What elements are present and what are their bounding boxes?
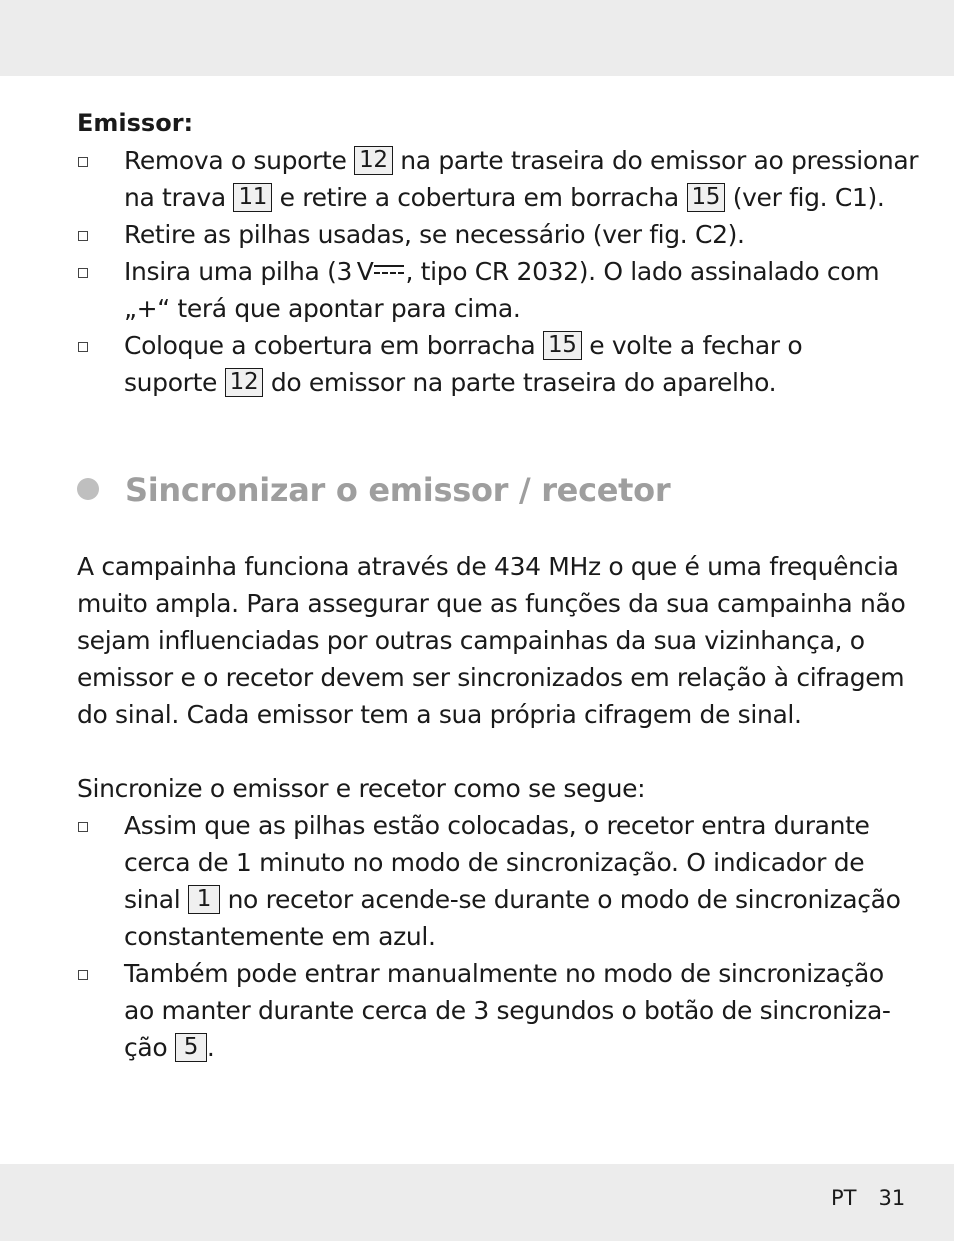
- list-item: Coloque a cobertura em borracha 15 e volte a fechar o suporte 12 do emissor na parte traseira do aparelho.: [77, 327, 877, 401]
- sync-intro-text: Sincronize o emissor e recetor como se segue:: [77, 774, 646, 803]
- list-item: Insira uma pilha (3 V , tipo CR 2032). O lado assinalado com „+“ terá que apontar para cima.: [77, 253, 877, 327]
- part-reference-badge: 12: [225, 368, 264, 397]
- part-reference-badge: 11: [233, 183, 272, 212]
- section-title: Sincronizar o emissor / recetor: [125, 471, 671, 509]
- page-footer-band: [0, 1164, 954, 1241]
- checkbox-bullet-icon: [78, 268, 88, 278]
- sync-steps-list: [77, 807, 901, 1066]
- section-bullet-icon: [77, 478, 99, 500]
- direct-current-symbol-icon: [374, 265, 404, 277]
- part-reference-badge: 12: [354, 146, 393, 175]
- list-item: Assim que as pilhas estão colocadas, o recetor entra durante cerca de 1 minuto no modo de sincronização. O indicador de sinal 1 no recetor acende-se durante o modo de sincronização constantemente em azul.: [77, 807, 877, 955]
- part-reference-badge: 5: [175, 1033, 207, 1062]
- checkbox-bullet-icon: [78, 822, 88, 832]
- checkbox-bullet-icon: [78, 970, 88, 980]
- list-item: Também pode entrar manualmente no modo de sincronização ao manter durante cerca de 3 segundos o botão de sincroniza- ção 5 .: [77, 955, 877, 1066]
- list-item: Retire as pilhas usadas, se necessário (ver fig. C2).: [77, 216, 877, 253]
- list-item: Remova o suporte 12 na parte traseira do emissor ao pressionar na trava 11 e retire a cobertura em borracha 15 (ver fig. C1).: [77, 142, 877, 216]
- language-code: PT: [831, 1186, 857, 1210]
- page-header-band: [0, 0, 954, 76]
- emissor-heading: Emissor:: [77, 109, 194, 137]
- part-reference-badge: 15: [543, 331, 582, 360]
- page-footer: [831, 1186, 905, 1210]
- checkbox-bullet-icon: [78, 157, 88, 167]
- sync-description-paragraph: A campainha funciona através de 434 MHz o que é uma frequência muito ampla. Para assegurar que as funções da sua campainha não sejam influenciadas por outras campainhas da sua vizinhança, o emissor e o recetor devem ser sincronizados em relação à cifragem do sinal. Cada emissor tem a sua própria cifragem de sinal.: [77, 552, 906, 729]
- page-number: 31: [878, 1186, 906, 1210]
- part-reference-badge: 15: [687, 183, 726, 212]
- part-reference-badge: 1: [188, 885, 220, 914]
- checkbox-bullet-icon: [78, 342, 88, 352]
- emissor-steps-list: [77, 142, 919, 401]
- checkbox-bullet-icon: [78, 231, 88, 241]
